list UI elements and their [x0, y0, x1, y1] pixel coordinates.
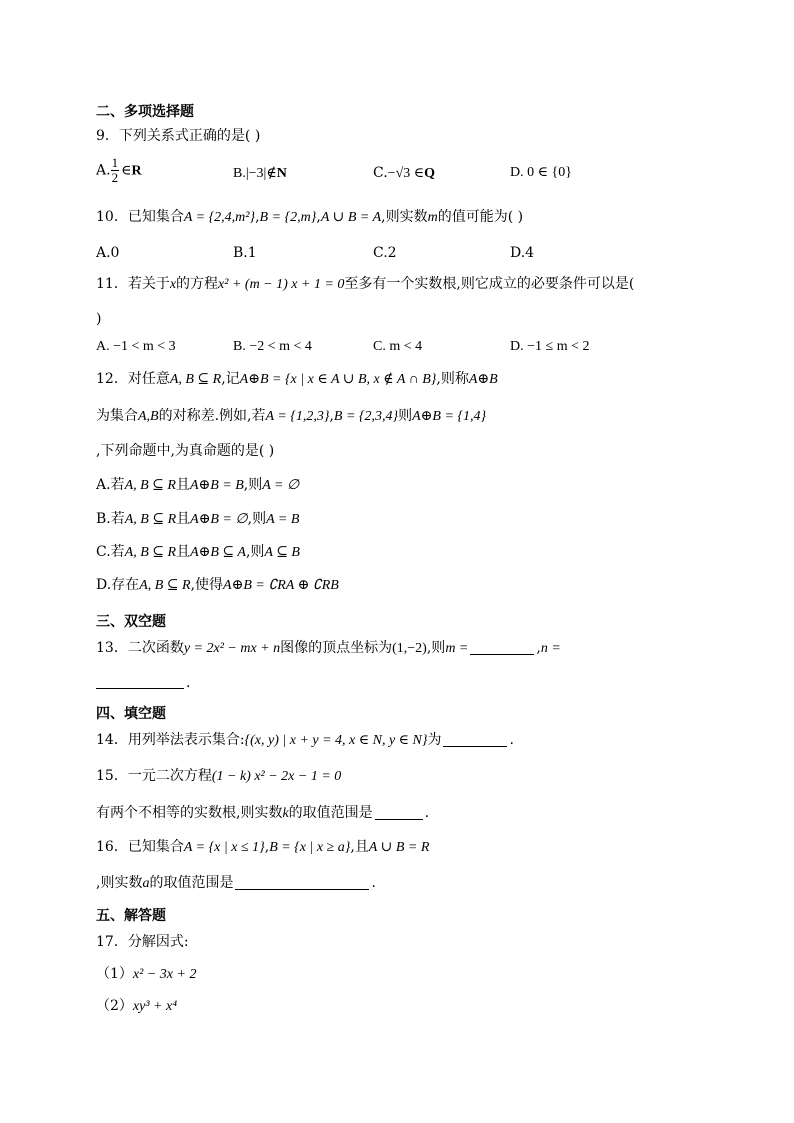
- section-heading-multiple-choice: 二、多项选择题: [96, 104, 194, 120]
- question-15-line-2: [96, 804, 429, 823]
- stem-text: 为: [427, 732, 442, 748]
- option-text: ,则: [245, 544, 265, 560]
- answer-blank[interactable]: [443, 745, 507, 747]
- question-12-option-d: [96, 576, 339, 595]
- question-9-stem: 9．下列关系式正确的是( ): [96, 128, 261, 144]
- stem-text: 的值可能为( ): [437, 209, 524, 225]
- math-expression: A ⊆ B: [264, 545, 300, 560]
- end-period: .: [509, 732, 514, 748]
- stem-text: ,则称: [436, 371, 469, 387]
- fraction: [111, 156, 120, 185]
- denominator: 2: [111, 170, 119, 185]
- math-expression: A ∪ B = A: [320, 210, 382, 225]
- question-11-option-d: D. −1 ≤ m < 2: [510, 339, 590, 354]
- part-label: （2）: [96, 998, 133, 1014]
- stem-text: 为集合: [96, 408, 138, 424]
- math-expression: A = {2,4,m²}: [183, 210, 256, 225]
- math-expression: {(x, y) | x + y = 4, x ∈ N, y ∈ N}: [244, 733, 428, 748]
- math-expression: B = {2,m}: [259, 210, 317, 225]
- end-period: .: [424, 805, 430, 821]
- option-text: ,则: [243, 477, 263, 493]
- stem-text: ,则: [426, 640, 446, 656]
- math-expression: B = {2,3,4}: [333, 409, 399, 424]
- question-12-option-b: [96, 510, 299, 529]
- option-label: C.: [373, 165, 388, 181]
- separator: ,: [316, 209, 321, 225]
- question-17-part-1: [96, 965, 196, 984]
- math-expression: x² + (m − 1) x + 1 = 0: [218, 277, 345, 292]
- question-11-option-b: B. −2 < m < 4: [233, 339, 312, 354]
- stem-text: 至多有一个实数根,则它成立的必要条件可以是(: [344, 276, 635, 292]
- math-expression: n =: [540, 641, 561, 656]
- math-expression: A⊕B ⊆ A: [190, 545, 246, 560]
- math-expression: A, B ⊆ R: [124, 478, 176, 493]
- question-16-stem: [96, 838, 429, 857]
- question-10-option-b: B.1: [233, 245, 257, 261]
- math-expression: A,B: [138, 409, 159, 424]
- stem-text: 有两个不相等的实数根,则实数: [96, 805, 283, 821]
- question-13-blank-line: [96, 674, 190, 692]
- question-11-option-c: C. m < 4: [373, 339, 423, 354]
- question-10-stem: [96, 208, 523, 227]
- stem-text: 14．用列举法表示集合:: [96, 732, 245, 748]
- math-expression: A = ∅: [262, 478, 300, 493]
- set-symbol: N: [276, 166, 287, 181]
- question-17-stem: 17．分解因式:: [96, 934, 189, 950]
- math-expression: A⊕B = B: [189, 478, 244, 493]
- separator: ,: [264, 839, 270, 855]
- section-heading-double-blank: 三、双空题: [96, 614, 166, 630]
- math-expression: −√3 ∈: [387, 166, 425, 181]
- question-16-line-2: [96, 874, 376, 893]
- question-11-option-a: A. −1 < m < 3: [96, 339, 176, 354]
- stem-text: 的取值范围是: [288, 805, 373, 821]
- answer-blank-m[interactable]: [470, 653, 534, 655]
- option-text: B.若: [96, 511, 125, 527]
- question-11-stem: [96, 275, 634, 294]
- math-expression: xy³ + x⁴: [132, 999, 178, 1014]
- stem-text: ,则实数: [96, 875, 143, 891]
- question-10-option-c: C.2: [373, 245, 397, 261]
- math-expression: m =: [445, 641, 469, 656]
- math-expression: y = 2x² − mx + n: [183, 641, 281, 656]
- stem-text: ,则实数: [381, 209, 428, 225]
- stem-text: 16．已知集合: [96, 839, 184, 855]
- math-expression: A, B ⊆ R: [169, 372, 222, 387]
- question-15-stem: [96, 767, 341, 786]
- answer-blank[interactable]: [375, 818, 423, 820]
- question-9-option-a: [96, 156, 142, 190]
- math-expression: A, B ⊆ R: [124, 545, 177, 560]
- option-text: 且: [175, 477, 190, 493]
- set-symbol: Q: [424, 166, 436, 181]
- set-symbol: R: [131, 163, 142, 179]
- question-12-option-c: [96, 543, 300, 562]
- section-heading-fill-in: 四、填空题: [96, 706, 166, 722]
- numerator: 1: [111, 155, 119, 170]
- option-text: 且: [176, 511, 191, 527]
- math-expression: B = {x | x ≥ a}: [269, 840, 351, 855]
- stem-text: 的对称差.例如,若: [158, 408, 266, 424]
- variable: a: [142, 876, 150, 891]
- stem-text: ,且: [350, 839, 369, 855]
- math-expression: A = {1,2,3}: [265, 409, 330, 424]
- question-12-option-a: [96, 476, 299, 495]
- math-expression: (1,−2): [392, 641, 427, 656]
- math-expression: (1 − k) x² − 2x − 1 = 0: [211, 769, 342, 784]
- question-9-option-b: [233, 164, 287, 183]
- math-expression: A = B: [266, 512, 300, 527]
- math-expression: A⊕B: [468, 372, 498, 387]
- stem-text: 图像的顶点坐标为: [280, 640, 393, 656]
- option-text: A.若: [96, 477, 125, 493]
- stem-text: 的方程: [176, 276, 219, 292]
- math-expression: A, B ⊆ R: [139, 578, 191, 593]
- end-period: .: [371, 875, 376, 891]
- option-text: ,使得: [190, 577, 224, 593]
- variable: x: [169, 277, 177, 292]
- math-expression: A⊕B = ∅: [190, 512, 248, 527]
- question-17-part-2: [96, 997, 177, 1016]
- stem-text: 的取值范围是: [149, 875, 234, 891]
- option-text: ,则: [247, 511, 267, 527]
- option-label: A.: [96, 162, 111, 179]
- separator: ,: [255, 209, 260, 225]
- stem-text: 15．一元二次方程: [96, 768, 212, 784]
- option-text: 且: [176, 544, 191, 560]
- stem-text: 12．对任意: [96, 371, 170, 387]
- stem-text: 10．已知集合: [96, 209, 184, 225]
- stem-text: 13．二次函数: [96, 640, 184, 656]
- question-12-prompt: ,下列命题中,为真命题的是( ): [96, 443, 275, 459]
- option-text: B.|−3|∉: [233, 166, 277, 181]
- question-9-option-d: D. 0 ∈ {0}: [510, 165, 572, 180]
- stem-text: ,记: [221, 371, 240, 387]
- stem-text: 则: [398, 408, 413, 424]
- math-expression: x² − 3x + 2: [132, 967, 197, 982]
- part-label: （1）: [96, 966, 133, 982]
- separator: ,: [536, 640, 541, 656]
- question-13-stem: [96, 639, 561, 658]
- math-expression: A⊕B = {x | x ∈ A ∪ B, x ∉ A ∩ B}: [239, 372, 437, 387]
- section-heading-answer: 五、解答题: [96, 908, 166, 924]
- question-10-option-d: D.4: [510, 245, 535, 261]
- math-expression: A⊕B = ∁RA ⊕ ∁RB: [223, 578, 339, 593]
- variable: m: [427, 210, 438, 225]
- question-12-stem: [96, 370, 498, 389]
- answer-blank[interactable]: [235, 888, 369, 890]
- question-9-option-c: [373, 164, 435, 183]
- question-11-stem-close: ): [96, 311, 102, 327]
- math-expression: A = {x | x ≤ 1}: [183, 840, 265, 855]
- answer-blank-n[interactable]: [96, 687, 184, 689]
- question-10-option-a: A.0: [96, 245, 120, 261]
- separator: ,: [329, 408, 334, 424]
- question-12-definition-line: [96, 407, 486, 426]
- math-expression: A ∪ B = R: [368, 840, 430, 855]
- math-expression: ∈: [121, 163, 132, 179]
- stem-text: 11．若关于: [96, 276, 170, 292]
- option-text: C.若: [96, 544, 125, 560]
- question-14-stem: [96, 731, 514, 750]
- variable: k: [282, 806, 289, 821]
- math-expression: A, B ⊆ R: [124, 512, 177, 527]
- end-period: .: [186, 675, 191, 691]
- option-text: D.存在: [96, 577, 140, 593]
- math-expression: A⊕B = {1,4}: [412, 409, 487, 424]
